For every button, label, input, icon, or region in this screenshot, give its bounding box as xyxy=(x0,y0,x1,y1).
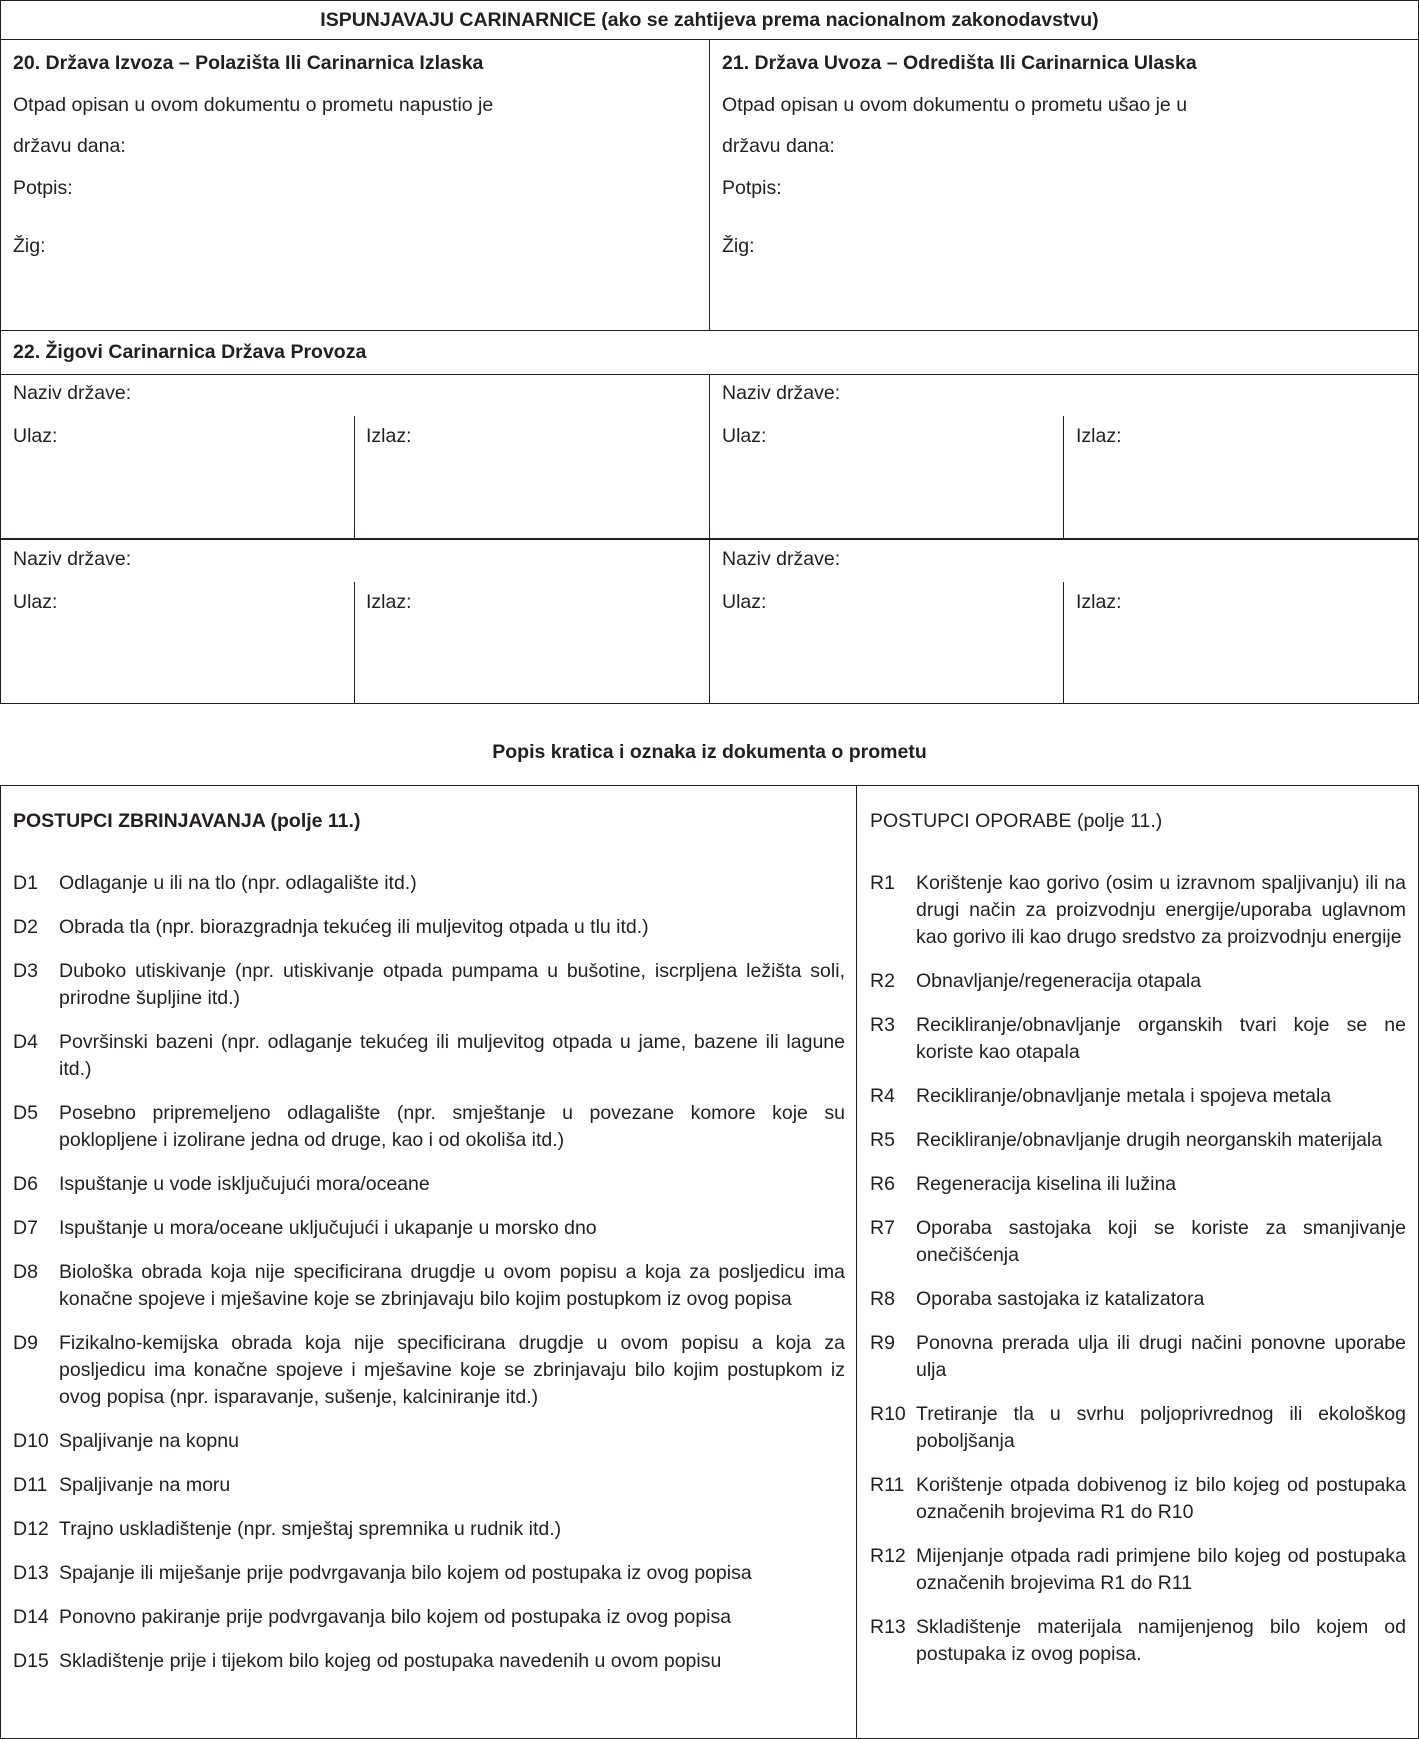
code-label: D6 xyxy=(13,1173,38,1195)
divider xyxy=(0,330,1419,331)
code-item xyxy=(870,1330,1406,1384)
disposal-title: POSTUPCI ZBRINJAVANJA (polje 11.) xyxy=(13,810,361,832)
code-label: D7 xyxy=(13,1217,38,1239)
code-item xyxy=(870,1127,1406,1154)
transit-exit-label: Izlaz: xyxy=(366,591,412,613)
code-label: D8 xyxy=(13,1261,38,1283)
transit-entry-label: Ulaz: xyxy=(722,591,767,613)
box20-signature-label: Potpis: xyxy=(13,177,73,199)
code-description: Recikliranje/obnavljanje organskih tvari koje se ne koriste kao otapala xyxy=(916,1014,1406,1063)
code-item xyxy=(13,1259,845,1313)
recovery-list xyxy=(870,870,1406,1685)
code-label: R3 xyxy=(870,1014,895,1036)
code-item xyxy=(13,1604,845,1631)
code-item xyxy=(13,870,845,897)
code-description: Spaljivanje na kopnu xyxy=(59,1430,239,1452)
divider xyxy=(354,416,355,538)
transit-entry-label: Ulaz: xyxy=(13,591,58,613)
code-label: D3 xyxy=(13,960,38,982)
transit-entry-label: Ulaz: xyxy=(722,425,767,447)
code-description: Posebno pripremeljeno odlagalište (npr. smještanje u povezane komore koje su poklopljene i izolirane jedna od druge, kao i od okoliša itd.) xyxy=(59,1102,845,1151)
code-item xyxy=(13,1428,845,1455)
code-description: Oporaba sastojaka koji se koriste za smanjivanje onečišćenja xyxy=(916,1217,1406,1266)
code-item xyxy=(870,968,1406,995)
code-description: Ponovna prerada ulja ili drugi načini ponovne uporabe ulja xyxy=(916,1332,1406,1381)
box22-title: 22. Žigovi Carinarnica Država Provoza xyxy=(13,341,367,363)
code-label: R2 xyxy=(870,970,895,992)
code-description: Recikliranje/obnavljanje drugih neorganskih materijala xyxy=(916,1129,1383,1151)
code-description: Fizikalno-kemijska obrada koja nije specificirana drugdje u ovom popisu a koja za posljedicu ima konačne spojeve i mješavine koje se zbrinjavaju bilo kojim postupkom iz ovog popisa (npr. isparavanje, sušenje, kalciniranje itd.) xyxy=(59,1332,845,1408)
code-item xyxy=(870,1012,1406,1066)
box20-title: 20. Država Izvoza – Polazišta Ili Carinarnica Izlaska xyxy=(13,52,484,74)
code-description: Oporaba sastojaka iz katalizatora xyxy=(916,1288,1205,1310)
code-label: R1 xyxy=(870,872,895,894)
transit-country-label: Naziv države: xyxy=(13,548,132,570)
code-item xyxy=(870,1215,1406,1269)
code-item xyxy=(13,1215,845,1242)
code-item xyxy=(13,914,845,941)
code-description: Korištenje otpada dobivenog iz bilo kojeg od postupaka označenih brojevima R1 do R10 xyxy=(916,1474,1406,1523)
code-label: D13 xyxy=(13,1562,49,1584)
code-description: Korištenje kao gorivo (osim u izravnom spaljivanju) ili na drugi način za proizvodnju energije/uporaba uglavnom kao gorivo ili kao drugo sredstvo za proizvodnju energije xyxy=(916,872,1406,948)
transit-entry-label: Ulaz: xyxy=(13,425,58,447)
box21-text-line1: Otpad opisan u ovom dokumentu o prometu ušao je u xyxy=(722,94,1188,116)
code-description: Trajno uskladištenje (npr. smještaj spremnika u rudnik itd.) xyxy=(59,1518,562,1540)
code-item xyxy=(13,1330,845,1411)
code-label: R13 xyxy=(870,1616,906,1638)
divider xyxy=(856,785,857,1739)
code-description: Obrada tla (npr. biorazgradnja tekućeg ili muljevitog otpada u tlu itd.) xyxy=(59,916,649,938)
code-description: Tretiranje tla u svrhu poljoprivrednog ili ekološkog poboljšanja xyxy=(916,1403,1406,1452)
code-label: D9 xyxy=(13,1332,38,1354)
box21-title: 21. Država Uvoza – Odredišta Ili Carinarnica Ulaska xyxy=(722,52,1197,74)
code-description: Ispuštanje u vode isključujući mora/oceane xyxy=(59,1173,430,1195)
divider xyxy=(1063,582,1064,704)
code-description: Spaljivanje na moru xyxy=(59,1474,231,1496)
box20-text-line2: državu dana: xyxy=(13,135,126,157)
code-description: Obnavljanje/regeneracija otapala xyxy=(916,970,1202,992)
code-label: D4 xyxy=(13,1031,38,1053)
code-item xyxy=(13,1648,845,1675)
box21-signature-label: Potpis: xyxy=(722,177,782,199)
transit-exit-label: Izlaz: xyxy=(1076,591,1122,613)
code-label: R12 xyxy=(870,1545,906,1567)
code-item xyxy=(870,1286,1406,1313)
transit-exit-label: Izlaz: xyxy=(1076,425,1122,447)
code-item xyxy=(13,1029,845,1083)
box21-stamp-label: Žig: xyxy=(722,235,755,257)
code-item xyxy=(870,870,1406,951)
code-label: D2 xyxy=(13,916,38,938)
code-item xyxy=(13,1100,845,1154)
divider xyxy=(1063,416,1064,538)
code-item xyxy=(13,1472,845,1499)
code-label: D12 xyxy=(13,1518,49,1540)
code-item xyxy=(870,1543,1406,1597)
code-description: Mijenjanje otpada radi primjene bilo kojeg od postupaka označenih brojevima R1 do R11 xyxy=(916,1545,1406,1594)
code-item xyxy=(870,1614,1406,1668)
code-label: R5 xyxy=(870,1129,895,1151)
code-description: Biološka obrada koja nije specificirana drugdje u ovom popisu a koja za posljedicu ima konačne spojeve i mješavine koje se zbrinjavaju bilo kojim postupkom iz ovog popisa xyxy=(59,1261,845,1310)
box20-stamp-label: Žig: xyxy=(13,235,46,257)
abbreviations-title: Popis kratica i oznaka iz dokumenta o prometu xyxy=(492,741,927,763)
customs-header: ISPUNJAVAJU CARINARNICE (ako se zahtijeva prema nacionalnom zakonodavstvu) xyxy=(320,9,1099,31)
code-description: Ponovno pakiranje prije podvrgavanja bilo kojem od postupaka iz ovog popisa xyxy=(59,1606,732,1628)
divider xyxy=(709,39,710,331)
code-label: D14 xyxy=(13,1606,49,1628)
code-description: Skladištenje prije i tijekom bilo kojeg od postupaka navedenih u ovom popisu xyxy=(59,1650,722,1672)
code-label: D10 xyxy=(13,1430,49,1452)
code-description: Regeneracija kiselina ili lužina xyxy=(916,1173,1177,1195)
code-item xyxy=(13,1516,845,1543)
code-description: Površinski bazeni (npr. odlaganje tekućeg ili muljevitog otpada u jame, bazene ili lagune itd.) xyxy=(59,1031,845,1080)
transit-country-label: Naziv države: xyxy=(722,382,841,404)
code-description: Duboko utiskivanje (npr. utiskivanje otpada pumpama u bušotine, iscrpljena ležišta soli, prirodne šupljine itd.) xyxy=(59,960,845,1009)
recovery-title: POSTUPCI OPORABE (polje 11.) xyxy=(870,810,1163,832)
divider xyxy=(0,538,1419,540)
code-label: D1 xyxy=(13,872,38,894)
disposal-list xyxy=(13,870,845,1692)
code-description: Odlaganje u ili na tlo (npr. odlagalište itd.) xyxy=(59,872,417,894)
code-label: R9 xyxy=(870,1332,895,1354)
code-label: R7 xyxy=(870,1217,895,1239)
code-item xyxy=(870,1083,1406,1110)
transit-country-label: Naziv države: xyxy=(722,548,841,570)
code-item xyxy=(870,1401,1406,1455)
code-label: R4 xyxy=(870,1085,895,1107)
code-label: D15 xyxy=(13,1650,49,1672)
code-label: D5 xyxy=(13,1102,38,1124)
code-label: R8 xyxy=(870,1288,895,1310)
transit-country-label: Naziv države: xyxy=(13,382,132,404)
code-item xyxy=(870,1472,1406,1526)
code-description: Spajanje ili miješanje prije podvrgavanja bilo kojem od postupaka iz ovog popisa xyxy=(59,1562,752,1584)
code-item xyxy=(13,1171,845,1198)
code-description: Recikliranje/obnavljanje metala i spojeva metala xyxy=(916,1085,1332,1107)
code-label: R6 xyxy=(870,1173,895,1195)
transit-exit-label: Izlaz: xyxy=(366,425,412,447)
code-label: R10 xyxy=(870,1403,906,1425)
box21-text-line2: državu dana: xyxy=(722,135,835,157)
code-description: Ispuštanje u mora/oceane uključujući i ukapanje u morsko dno xyxy=(59,1217,597,1239)
code-label: D11 xyxy=(13,1474,48,1496)
code-description: Skladištenje materijala namijenjenog bilo kojem od postupaka iz ovog popisa. xyxy=(916,1616,1406,1665)
code-item xyxy=(870,1171,1406,1198)
code-label: R11 xyxy=(870,1474,905,1496)
divider xyxy=(354,582,355,704)
box20-text-line1: Otpad opisan u ovom dokumentu o prometu napustio je xyxy=(13,94,494,116)
code-item xyxy=(13,958,845,1012)
code-item xyxy=(13,1560,845,1587)
